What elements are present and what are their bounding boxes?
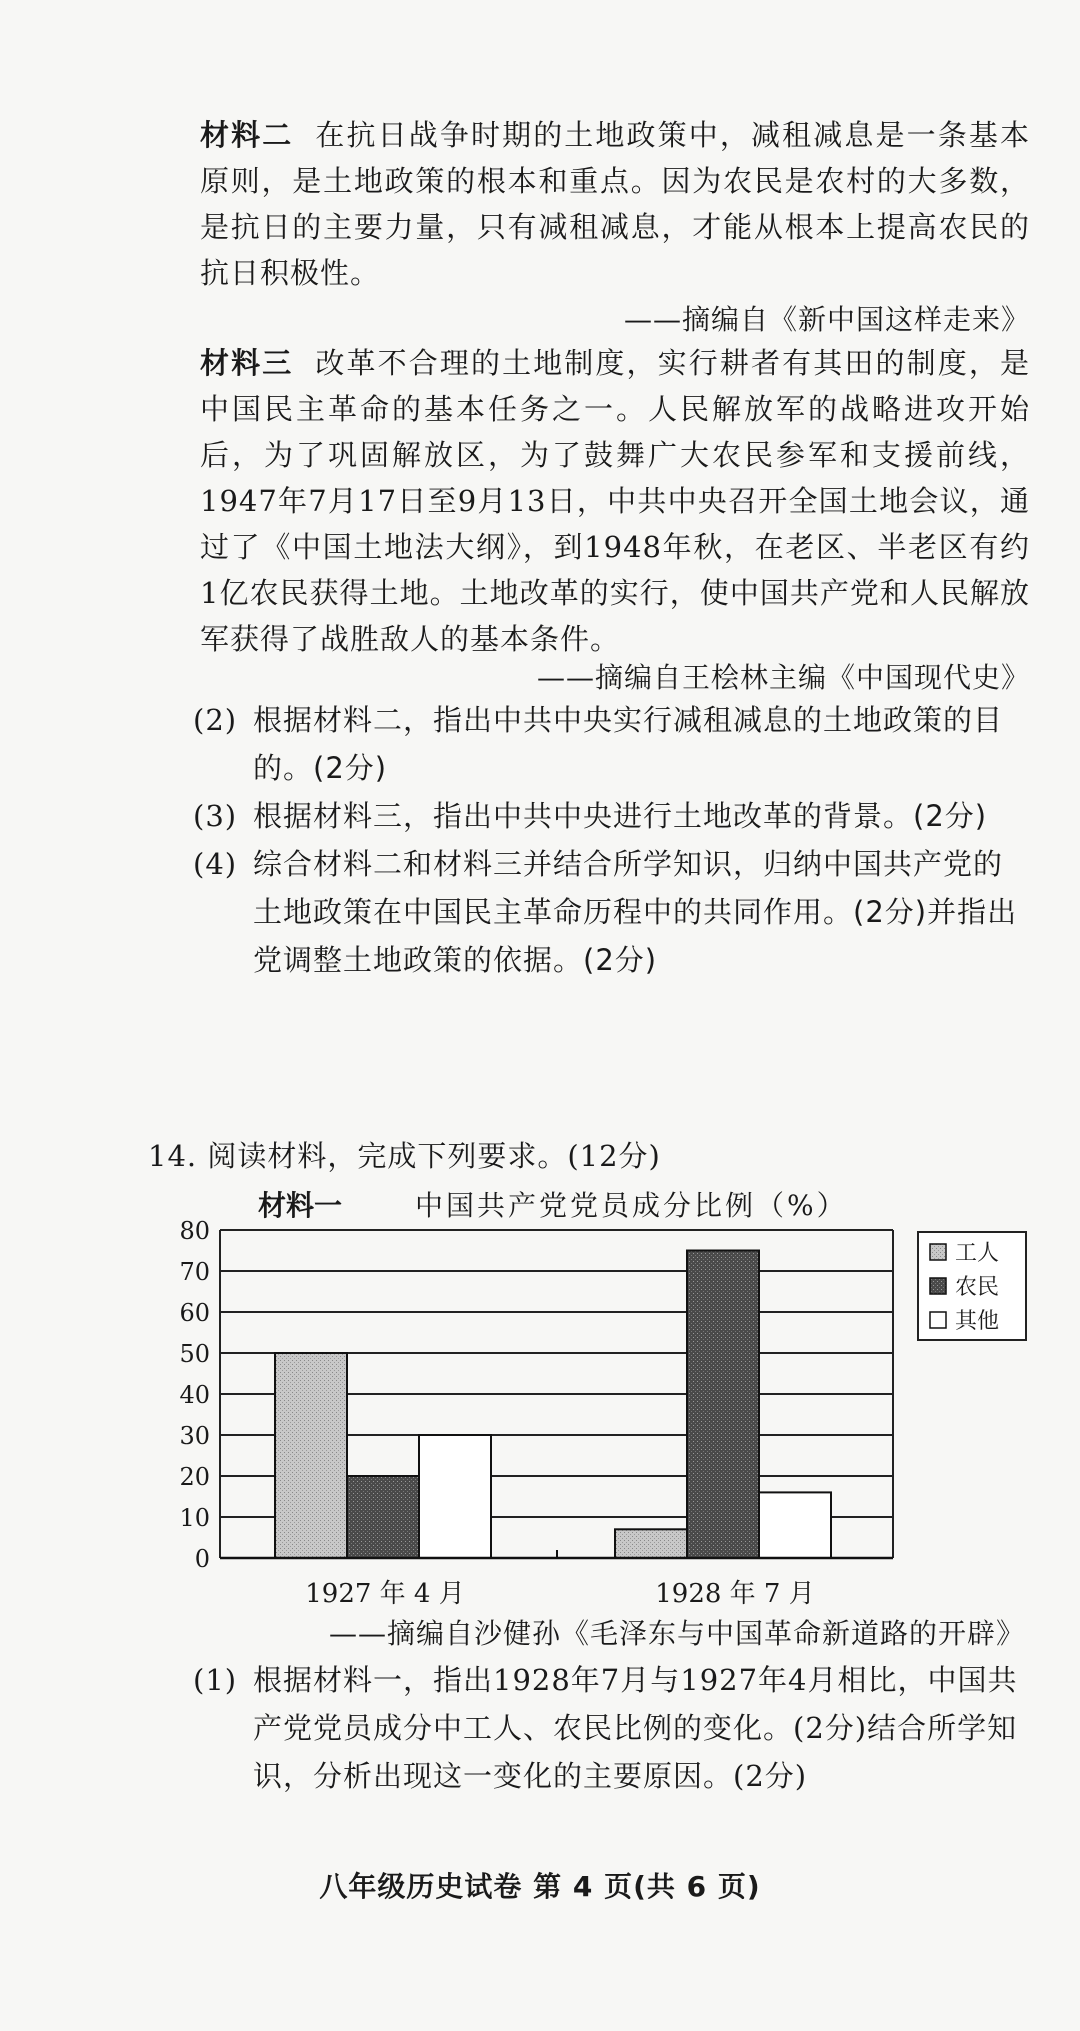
question-number: (3): [193, 799, 238, 833]
x-category-label: 1928 年 7 月: [655, 1579, 815, 1609]
legend-swatch: [930, 1244, 946, 1260]
legend-label: 工人: [955, 1241, 1000, 1266]
material-2-text: 在抗日战争时期的土地政策中，减租减息是一条基本原则，是土地政策的根本和重点。因为农民是农村的大多数，是抗日的主要力量，只有减租减息，才能从根本上提高农民的抗日积极性。: [200, 118, 1030, 290]
material-2-paragraph: [200, 112, 1030, 296]
material-3-text: 改革不合理的土地制度，实行耕者有其田的制度，是中国民主革命的基本任务之一。人民解放军的战略进攻开始后，为了巩固解放区，为了鼓舞广大农民参军和支援前线，1947年7月17日至9月13日，中共中央召开全国土地会议，通过了《中国土地法大纲》，到1948年秋，在老区、半老区有约1亿农民获得土地。土地改革的实行，使中国共产党和人民解放军获得了战胜敌人的基本条件。: [200, 346, 1030, 656]
question-14-source: ——摘编自沙健孙《毛泽东与中国革命新道路的开辟》: [328, 1617, 1025, 1650]
legend-swatch: [930, 1278, 946, 1294]
y-tick-label: 0: [194, 1545, 210, 1573]
legend-label: 其他: [955, 1309, 1000, 1334]
y-tick-label: 10: [179, 1504, 210, 1532]
bar-农民-1: [347, 1476, 419, 1558]
y-tick-label: 80: [179, 1220, 210, 1245]
question-text: 根据材料二，指出中共中央实行减租减息的土地政策的目的。(2分): [253, 703, 1004, 785]
x-category-label: 1927 年 4 月: [305, 1579, 465, 1609]
y-tick-label: 20: [179, 1463, 210, 1491]
question-13-4: [195, 840, 1025, 984]
x-axis-categories: [305, 1579, 815, 1609]
question-text: 综合材料二和材料三并结合所学知识，归纳中国共产党的土地政策在中国民主革命历程中的共同作用。(2分)并指出党调整土地政策的依据。(2分): [253, 847, 1018, 977]
material-2-label: 材料二: [200, 118, 294, 152]
y-tick-label: 50: [179, 1340, 210, 1368]
question-number: (4): [193, 847, 238, 881]
chart-bars: [220, 1251, 893, 1559]
y-tick-label: 40: [179, 1381, 210, 1409]
material-3-label: 材料三: [200, 346, 294, 380]
material-3-paragraph: [200, 340, 1030, 662]
party-composition-chart: [160, 1220, 1060, 1610]
y-tick-label: 30: [179, 1422, 210, 1450]
page-footer: 八年级历史试卷 第 4 页(共 6 页): [319, 1870, 761, 1903]
question-number: (2): [193, 703, 238, 737]
question-13-3: [195, 792, 1025, 840]
y-axis-ticks: [179, 1220, 210, 1573]
legend-label: 农民: [955, 1275, 1000, 1300]
question-14-title: 14. 阅读材料，完成下列要求。(12分): [148, 1139, 661, 1173]
material-3-source: ——摘编自王桧林主编《中国现代史》: [536, 661, 1030, 694]
y-tick-label: 70: [179, 1258, 210, 1286]
bar-农民-2: [687, 1251, 759, 1559]
legend-swatch: [930, 1312, 946, 1328]
chart-title: 中国共产党党员成分比例（%）: [415, 1189, 848, 1222]
question-text: 根据材料三，指出中共中央进行土地改革的背景。(2分): [253, 799, 988, 833]
question-14-1: [195, 1656, 1025, 1800]
material-2-source: ——摘编自《新中国这样走来》: [623, 303, 1030, 336]
bar-其他-2: [759, 1492, 831, 1558]
question-number: (1): [193, 1663, 238, 1697]
chart-legend: [918, 1232, 1026, 1340]
question-text: 根据材料一，指出1928年7月与1927年4月相比，中国共产党党员成分中工人、农民比例的变化。(2分)结合所学知识，分析出现这一变化的主要原因。(2分): [253, 1663, 1018, 1793]
bar-工人-2: [615, 1529, 687, 1558]
question-13-2: [195, 696, 1025, 792]
bar-其他-1: [419, 1435, 491, 1558]
y-tick-label: 60: [179, 1299, 210, 1327]
bar-工人-1: [275, 1353, 347, 1558]
material-1-label: 材料一: [258, 1189, 343, 1222]
